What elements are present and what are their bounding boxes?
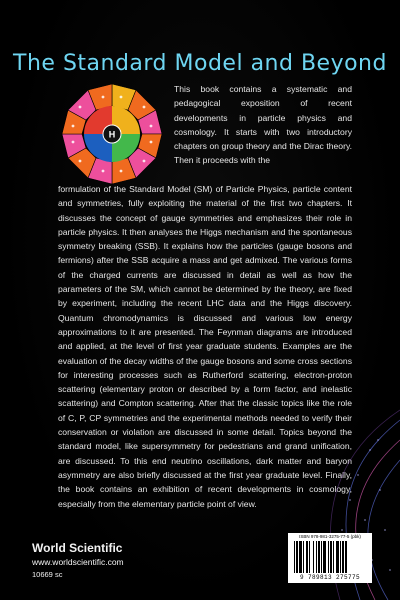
description-intro: This book contains a systematic and pedagogical exposition of recent developments in particle physics and cosmology. It starts with two introductory chapters on group theory and the Dirac theory. Then it proceeds with the bbox=[174, 84, 352, 166]
emblem-inner-disc bbox=[84, 106, 140, 162]
barcode-digits: 9 789813 275775 bbox=[299, 574, 360, 581]
isbn-barcode bbox=[288, 533, 372, 583]
emblem-center-label: H bbox=[108, 129, 116, 140]
standard-model-emblem bbox=[58, 80, 166, 188]
description-body: formulation of the Standard Model (SM) of Particle Physics, particle content and symmetries, fully exploiting the material of the first two chapters. It discusses the concept of gauge symmetries and emphasizes their role in particle physics. It then analyses the Higgs mechanism and the spontaneous symmetry breaking (SSB). It explains how the particles (gauge bosons and fermions) after the SSB acquire a mass and get admixed. The various forms of the charged currents are discussed in detail as well as how the parameters of the SM, which cannot be determined by the theory, are fixed by experiment, including the recent LHC data and the Higgs discovery. Quantum chromodynamics is discussed and various low energy approximations to it are presented. The Feynman diagrams are introduced and applied, at the level of first year graduate students. Examples are the evaluation of the decay widths of the gauge bosons and some cross sections for interesting processes such as Rutherford scattering, electron-proton scattering (elementary proton or described by a form factor, and inelastic scattering) and Compton scattering. After that the classic topics like the role of C, P, CP symmetries and the experimental methods needed to verify their conservation or violation are discussed in some detail. Topics beyond the standard model, like supersymmetry for pedestrians and grand unification, are discussed. To this end neutrino oscillations, dark matter and baryon asymmetry are also briefly discussed at the first year graduate level. Finally, the book contains an exhibition of recent developments in cosmology, especially from the elementary particle point of view. bbox=[58, 184, 352, 509]
catalog-code: 10669 sc bbox=[32, 570, 63, 579]
book-title: The Standard Model and Beyond bbox=[13, 50, 387, 76]
isbn-text: ISBN 978-981-3275-77-5 (pbk) bbox=[299, 534, 361, 539]
publisher-name: World Scientific bbox=[32, 541, 123, 555]
publisher-url[interactable]: www.worldscientific.com bbox=[32, 557, 124, 567]
barcode-bars bbox=[294, 541, 366, 573]
